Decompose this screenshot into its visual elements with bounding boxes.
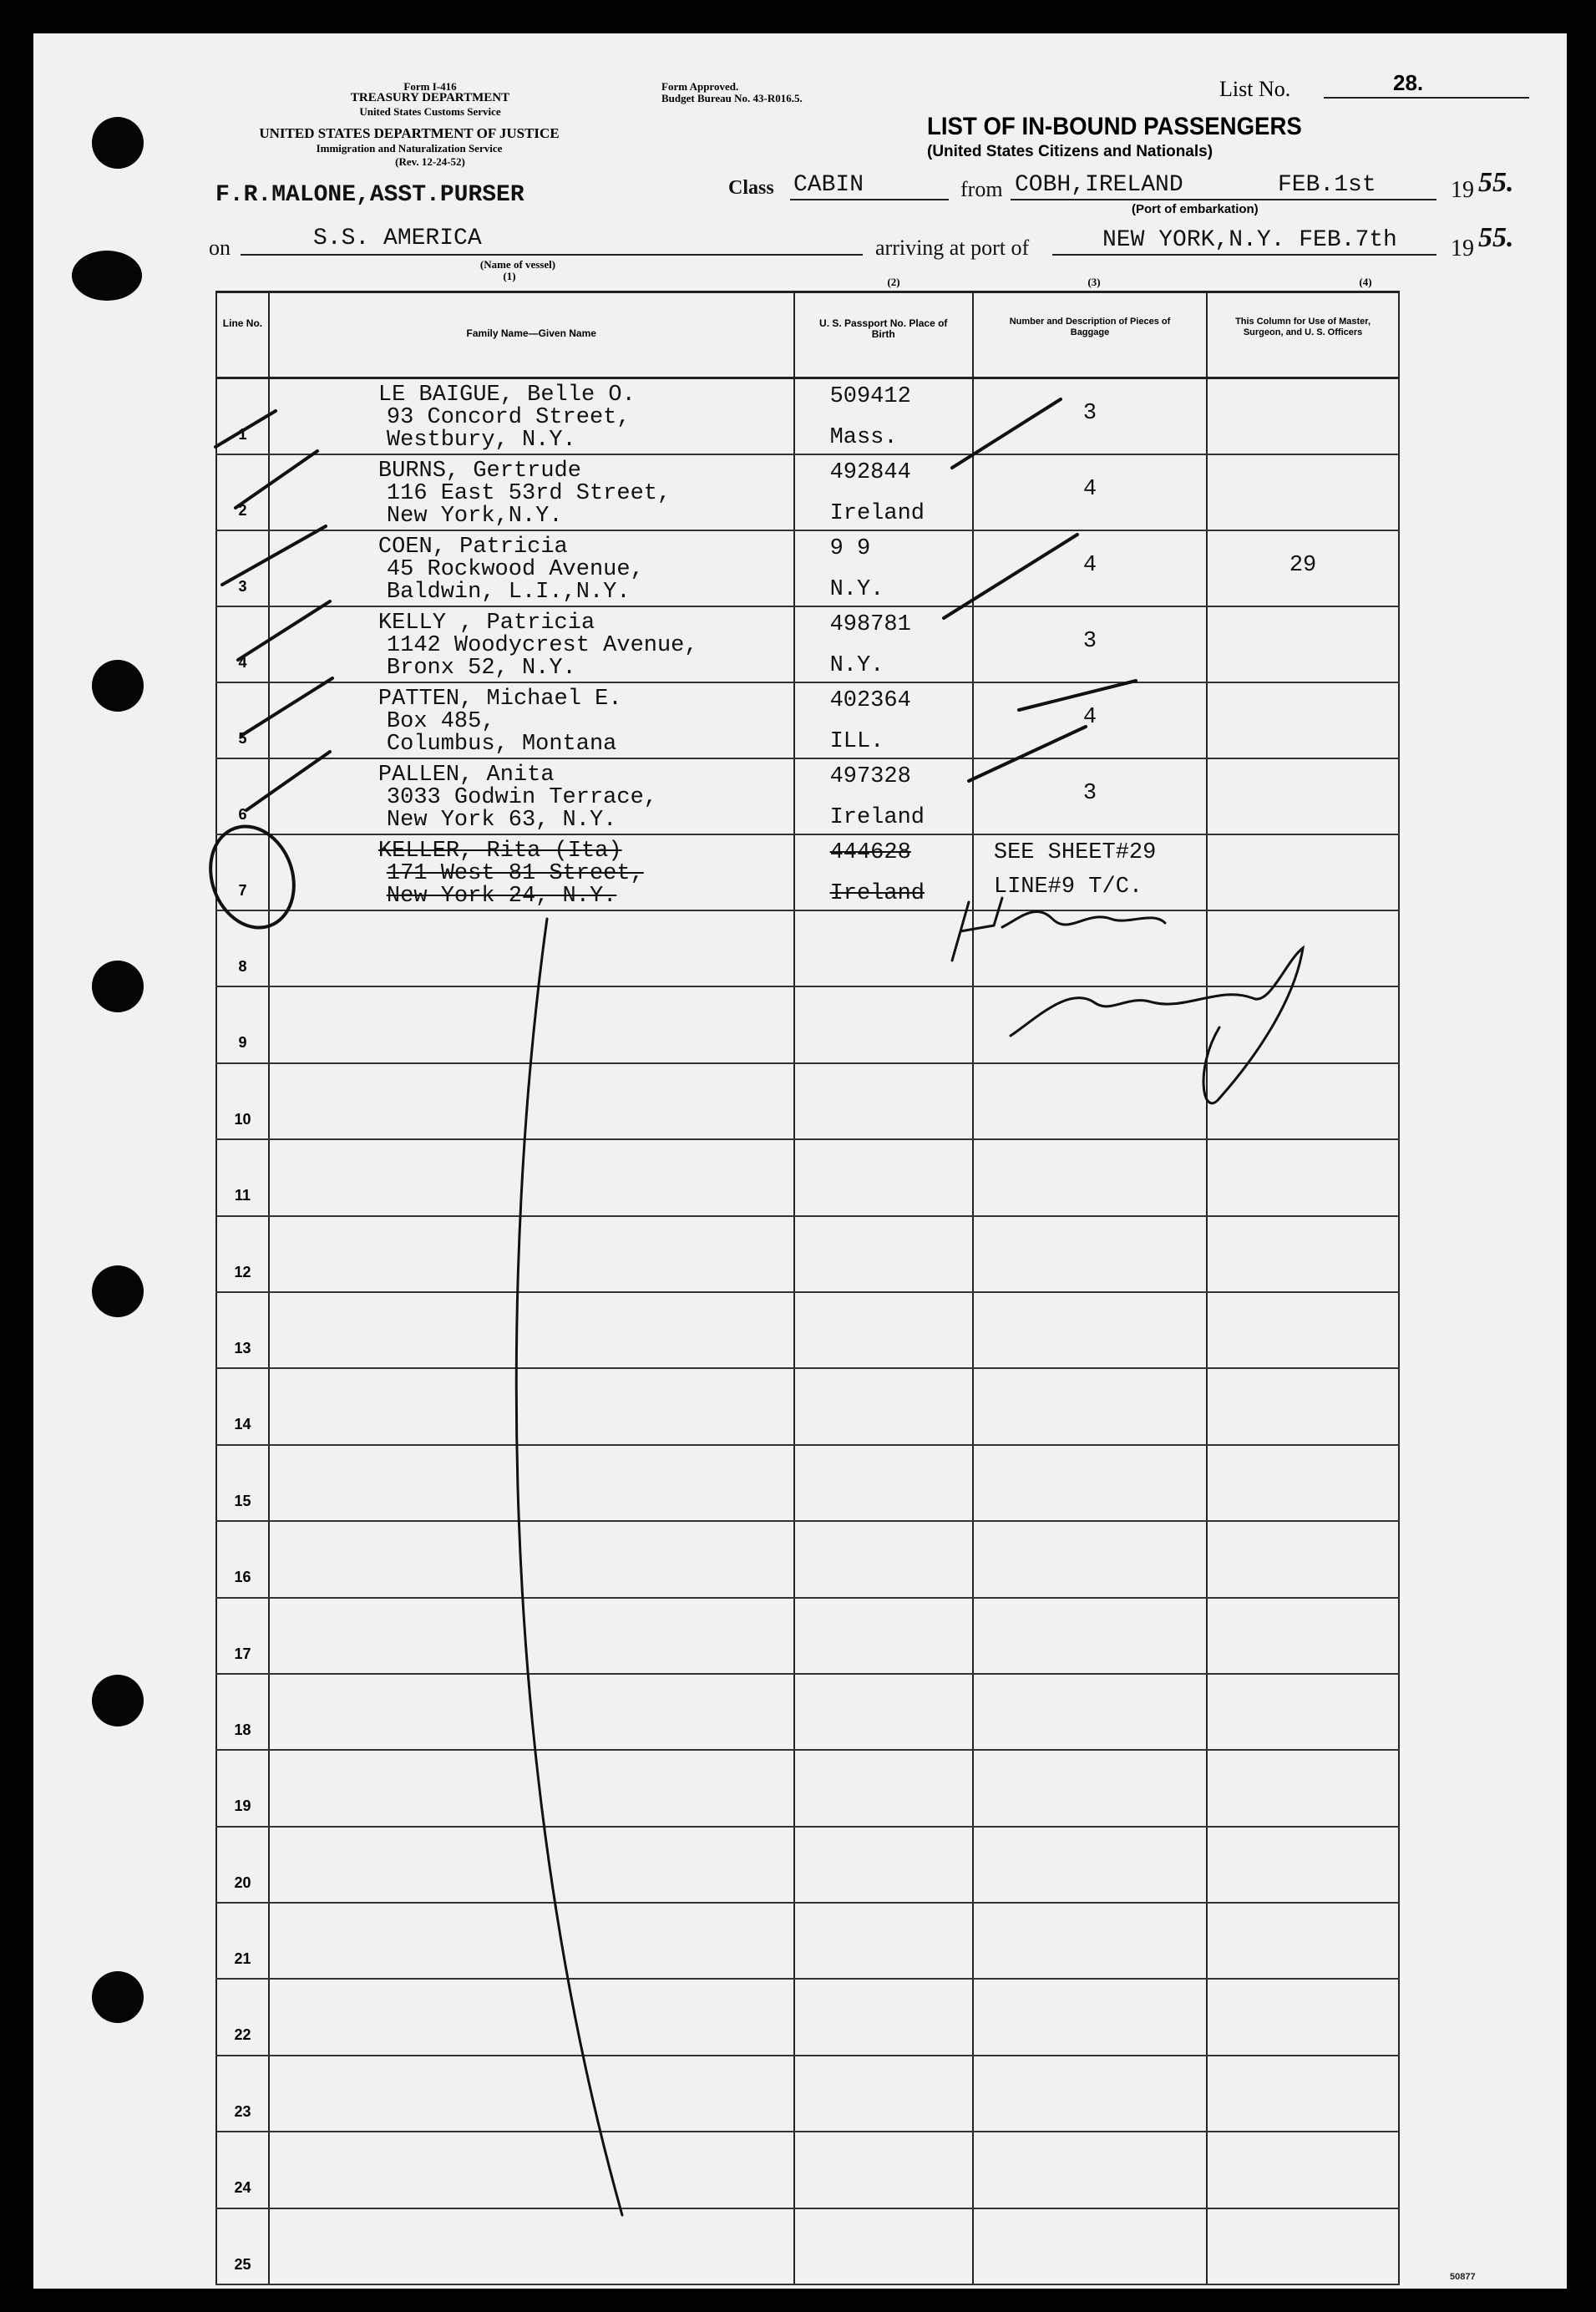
line-number-label: 22 [234,2026,251,2044]
address-line: New York 24, N.Y. [386,884,617,909]
line-number-label: 19 [234,1797,251,1815]
line-number-label: 15 [234,1492,251,1509]
ins-service: Immigration and Naturalization Service [316,142,503,155]
passport-number: 444628 [829,840,911,865]
address-line: New York 63, N.Y. [386,808,617,833]
passport-number: 402364 [829,688,911,713]
port-embark-caption: (Port of embarkation) [1132,202,1259,216]
line-number-label: 1 [238,426,247,443]
birthplace: N.Y. [829,653,884,678]
birthplace: N.Y. [829,577,884,602]
year-suffix-1: 55. [1478,167,1514,198]
line-number-label: 23 [234,2102,251,2120]
address-line: Baldwin, L.I.,N.Y. [386,580,631,605]
line-number-label: 13 [234,1339,251,1356]
address-line: Box 485, [386,709,495,734]
class-value: CABIN [793,172,864,198]
baggage-count-value: 3 [1082,629,1097,654]
address-line: 45 Rockwood Avenue, [386,557,644,582]
line-number-label: 3 [238,578,247,595]
line-number-label: 11 [234,1187,251,1204]
list-no-label: List No. [1219,77,1291,101]
line-number-label: 17 [234,1645,251,1662]
arrival-port: NEW YORK,N.Y. FEB.7th [1102,227,1397,253]
from-value: COBH,IRELAND [1015,172,1183,198]
officer-mark: 29 [1289,553,1317,578]
address-line: 1142 Woodycrest Avenue, [386,633,698,658]
birthplace: Ireland [829,805,925,830]
justice-dept: UNITED STATES DEPARTMENT OF JUSTICE [259,125,560,141]
revision: (Rev. 12-24-52) [395,155,465,168]
check-mark [222,526,326,585]
long-pen-stroke [516,919,622,2215]
list-no: 28. [1393,70,1424,95]
line-number-label: 24 [234,2179,251,2197]
address-line: 116 East 53rd Street, [386,481,671,506]
col4-num: (4) [1359,276,1372,288]
baggage-count-value: 4 [1082,553,1097,578]
budget-bureau: Budget Bureau No. 43-R016.5. [661,92,803,104]
line-number-label: 6 [238,806,247,823]
passenger-name: KELLER, Rita (Ita) [377,839,622,864]
check-mark [969,727,1086,781]
address-line: Westbury, N.Y. [386,428,576,453]
line-number-label: 9 [238,1034,247,1052]
treasury-dept: TREASURY DEPARTMENT [350,91,510,104]
baggage-count-value: 3 [1082,781,1097,806]
line-number-label: 12 [234,1263,251,1280]
line-number-label: 4 [238,654,247,671]
address-line: 3033 Godwin Terrace, [386,785,657,810]
address-line: Columbus, Montana [386,732,617,757]
baggage-count-value: 4 [1082,705,1097,730]
passenger-name: LE BAIGUE, Belle O. [377,383,636,408]
year-prefix-1: 19 [1451,177,1474,203]
address-line: New York,N.Y. [386,504,563,529]
line-number-label: 16 [234,1569,251,1586]
check-mark [236,451,317,508]
col-header-officers: This Column for Use of Master, Surgeon, and U. S. Officers [1207,292,1399,378]
line-number-label: 2 [238,502,247,519]
circle-mark [197,814,308,939]
line-number-label: 5 [238,730,247,747]
passport-number: 509412 [829,384,911,409]
form-approved: Form Approved. [661,80,739,93]
address-line: 93 Concord Street, [386,405,631,430]
col2-num: (2) [887,276,900,288]
line-number-label: 21 [234,1950,251,1968]
line-number-label: 7 [238,882,247,899]
col-header-baggage: Number and Description of Pieces of Baggage [973,292,1207,378]
birthplace: Ireland [829,881,925,906]
line-number-label: 18 [234,1721,251,1738]
check-mark [242,678,332,735]
passenger-name: PATTEN, Michael E. [377,687,622,712]
check-mark [944,535,1077,618]
address-line: Bronx 52, N.Y. [386,656,576,681]
form-number: Form I-416 [403,80,457,93]
page-title: LIST OF IN-BOUND PASSENGERS [927,113,1302,140]
vessel-col-num: (1) [503,270,516,282]
from-date: FEB.1st [1278,172,1376,198]
year-prefix-2: 19 [1451,236,1474,261]
signature [1011,948,1303,1103]
officer-name: F.R.MALONE,ASST.PURSER [215,182,524,208]
passenger-name: BURNS, Gertrude [377,459,581,484]
address-line: 171 West 81 Street, [386,861,644,886]
passenger-name: PALLEN, Anita [377,763,555,788]
baggage-count-value: SEE SHEET#29 [993,840,1157,865]
passenger-name: COEN, Patricia [377,535,568,560]
birthplace: Mass. [829,425,898,450]
check-mark [215,411,276,447]
col-header-passport: U. S. Passport No. Place of Birth [794,292,973,378]
line-number-label: 14 [234,1416,251,1433]
baggage-count-value: 3 [1082,401,1097,426]
signature [952,898,1165,961]
passport-number: 9 9 [829,536,871,561]
line-number-label: 10 [234,1110,251,1128]
birthplace: ILL. [829,729,884,754]
check-mark [1019,681,1136,710]
check-mark [246,752,330,810]
customs-service: United States Customs Service [359,105,501,118]
vessel-name: S.S. AMERICA [313,226,482,251]
class-label: Class [728,177,774,199]
line-number-label: 25 [234,2255,251,2273]
line-number-label: 8 [238,958,247,975]
passport-number: 492844 [829,460,911,485]
col-header-name: Family Name—Given Name [269,292,794,378]
on-label: on [209,236,231,260]
page-subtitle: (United States Citizens and Nationals) [927,143,1213,160]
transfer-note: LINE#9 T/C. [993,875,1143,900]
check-mark [238,601,330,660]
passenger-name: KELLY , Patricia [377,611,595,636]
passport-number: 497328 [829,764,911,789]
year-suffix-2: 55. [1478,222,1514,253]
line-number-label: 20 [234,1873,251,1891]
col3-num: (3) [1087,276,1101,288]
birthplace: Ireland [829,501,925,526]
passport-number: 498781 [829,612,911,637]
arriving-label: arriving at port of [875,236,1030,260]
col-header-line-no: Line No. [216,292,269,378]
baggage-count-value: 4 [1082,477,1097,502]
check-mark [952,399,1061,468]
print-code: 50877 [1450,2272,1476,2282]
vessel-caption: (Name of vessel) [479,258,556,271]
from-label: from [960,177,1003,201]
